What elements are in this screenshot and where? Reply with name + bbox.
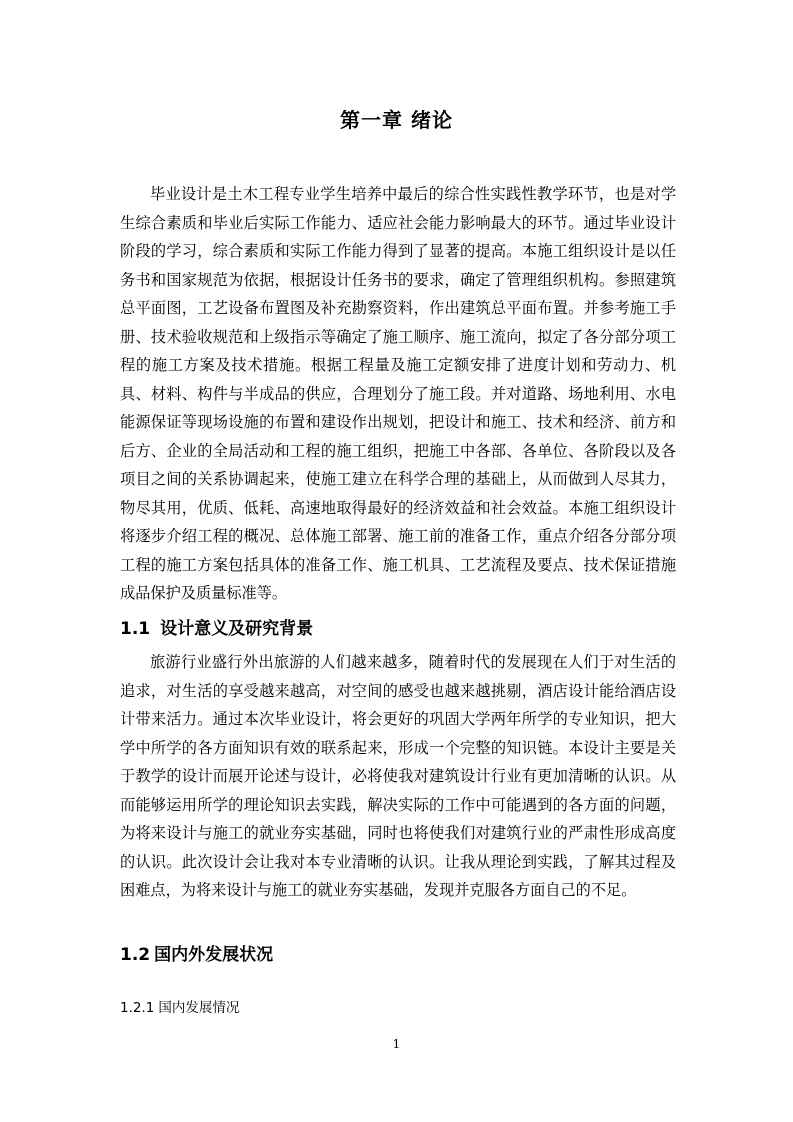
intro-paragraph: 毕业设计是土木工程专业学生培养中最后的综合性实践性教学环节，也是对学生综合素质和毕业后实际工作能力、适应社会能力影响最大的环节。通过毕业设计阶段的学习，综合素质和实际工作能力得到了显著的提高。本施工组织设计是以任务书和国家规范为依据，根据设计任务书的要求，确定了管理组织机构。参照建筑总平面图，工艺设备布置图及补充勘察资料，作出建筑总平面布置。并参考施工手册、技术验收规范和上级指示等确定了施工顺序、施工流向，拟定了各分部分项工程的施工方案及技术措施。根据工程量及施工定额安排了进度计划和劳动力、机具、材料、构件与半成品的供应，合理划分了施工段。并对道路、场地利用、水电能源保证等现场设施的布置和建设作出规划，把设计和施工、技术和经济、前方和后方、企业的全局活动和工程的施工组织，把施工中各部、各单位、各阶段以及各项目之间的关系协调起来，使施工建立在科学合理的基础上，从而做到人尽其力，物尽其用，优质、低耗、高速地取得最好的经济效益和社会效益。本施工组织设计将逐步介绍工程的概况、总体施工部署、施工前的准备工作，重点介绍各分部分项工程的施工方案包括具体的准备工作、施工机具、工艺流程及要点、技术保证措施成品保护及质量标准等。 [120,185,676,602]
section-heading-1-2 [120,940,273,965]
section-title: 国内外发展状况 [154,945,274,965]
section-number: 1.2 [120,945,151,965]
section-heading-1-1 [120,614,313,639]
page-number: 1 [392,1037,401,1051]
chapter-title: 第一章 绪论 [340,108,453,132]
subsection-title: 国内发展情况 [158,1000,240,1016]
section-1-1-paragraph: 旅游行业盛行外出旅游的人们越来越多，随着时代的发展现在人们于对生活的追求，对生活的享受越来越高，对空间的感受也越来越挑剔，酒店设计能给酒店设计带来活力。通过本次毕业设计，将会更好的巩固大学两年所学的专业知识，把大学中所学的各方面知识有效的联系起来，形成一个完整的知识链。本设计主要是关于教学的设计而展开论述与设计，必将使我对建筑设计行业有更加清晰的认识。从而能够运用所学的理论知识去实践，解决实际的工作中可能遇到的各方面的问题，为将来设计与施工的就业夯实基础，同时也将使我们对建筑行业的严肃性形成高度的认识。此次设计会让我对本专业清晰的认识。让我从理论到实践，了解其过程及困难点，为将来设计与施工的就业夯实基础，发现并克服各方面自己的不足。 [120,653,676,899]
subsection-number: 1.2.1 [120,1000,155,1016]
section-title: 设计意义及研究背景 [160,619,314,639]
section-number: 1.1 [120,619,151,639]
subsection-heading-1-2-1 [120,996,239,1016]
